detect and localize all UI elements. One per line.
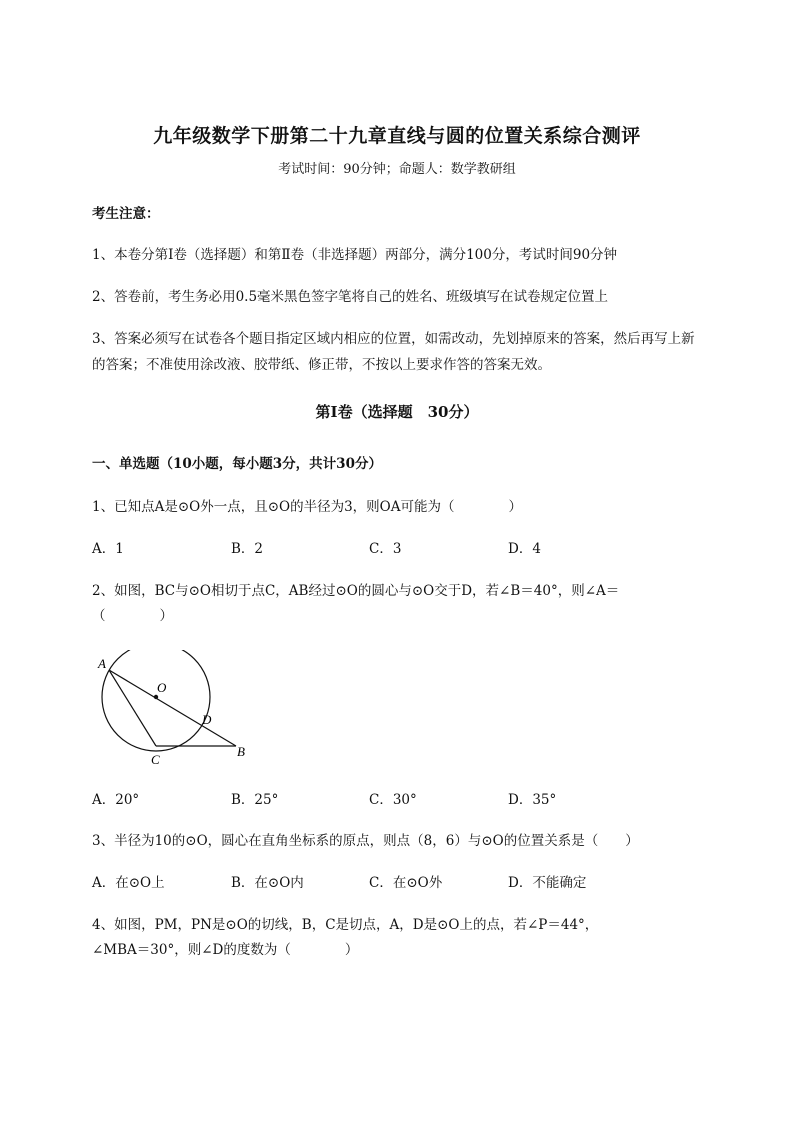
line-ab xyxy=(109,670,236,746)
exam-info: 考试时间：90分钟；命题人：数学教研组 xyxy=(278,162,516,177)
label-a: A xyxy=(98,656,106,671)
circle-o xyxy=(102,650,210,751)
label-b: B xyxy=(237,744,245,759)
label-o: O xyxy=(157,680,167,695)
question-4-stem: 4、如图，PM，PN是⊙O的切线，B，C是切点，A，D是⊙O上的点，若∠P＝44°， xyxy=(92,917,599,933)
question-1-stem: 1、已知点A是⊙O外一点，且⊙O的半径为3，则OA可能为（ ） xyxy=(92,499,523,515)
question-1-option-a: A．1 xyxy=(92,541,124,557)
question-2-option-b: B．25° xyxy=(231,792,279,808)
question-2-stem-cont: （ ） xyxy=(92,608,173,624)
question-1-option-c: C．3 xyxy=(369,541,402,557)
question-2-option-d: D．35° xyxy=(508,792,557,808)
question-2-figure xyxy=(90,650,260,772)
question-3-option-b: B．在⊙O内 xyxy=(231,875,304,891)
question-1-option-b: B．2 xyxy=(231,541,264,557)
center-dot xyxy=(154,695,158,699)
notice-item: 的答案；不准使用涂改液、胶带纸、修正带，不按以上要求作答的答案无效。 xyxy=(92,357,551,373)
line-ac xyxy=(109,670,156,746)
notice-item: 2、答卷前，考生务必用0.5毫米黑色签字笔将自己的姓名、班级填写在试卷规定位置上 xyxy=(92,289,609,305)
question-3-stem: 3、半径为10的⊙O，圆心在直角坐标系的原点，则点（8，6）与⊙O的位置关系是（ ） xyxy=(92,833,639,849)
label-c: C xyxy=(151,752,160,767)
label-d: D xyxy=(202,712,212,727)
question-1-option-d: D．4 xyxy=(508,541,541,557)
question-2-option-c: C．30° xyxy=(369,792,417,808)
notice-heading: 考生注意： xyxy=(92,206,160,222)
notice-item: 1、本卷分第Ⅰ卷（选择题）和第Ⅱ卷（非选择题）两部分，满分100分，考试时间90分钟 xyxy=(92,247,618,263)
part-heading: 一、单选题（10小题，每小题3分，共计30分） xyxy=(92,456,382,472)
question-2-stem: 2、如图，BC与⊙O相切于点C，AB经过⊙O的圆心与⊙O交于D，若∠B＝40°，则∠A＝ xyxy=(92,583,620,599)
question-3-option-d: D．不能确定 xyxy=(508,875,587,891)
page-title: 九年级数学下册第二十九章直线与圆的位置关系综合测评 xyxy=(153,125,641,147)
question-3-option-a: A．在⊙O上 xyxy=(92,875,165,891)
section-title: 第Ⅰ卷（选择题 30分） xyxy=(315,403,479,421)
question-2-option-a: A．20° xyxy=(92,792,140,808)
question-4-stem-cont: ∠MBA＝30°，则∠D的度数为（ ） xyxy=(92,942,359,958)
notice-item: 3、答案必须写在试卷各个题目指定区域内相应的位置，如需改动，先划掉原来的答案，然后再写上新 xyxy=(92,331,695,347)
question-3-option-c: C．在⊙O外 xyxy=(369,875,443,891)
